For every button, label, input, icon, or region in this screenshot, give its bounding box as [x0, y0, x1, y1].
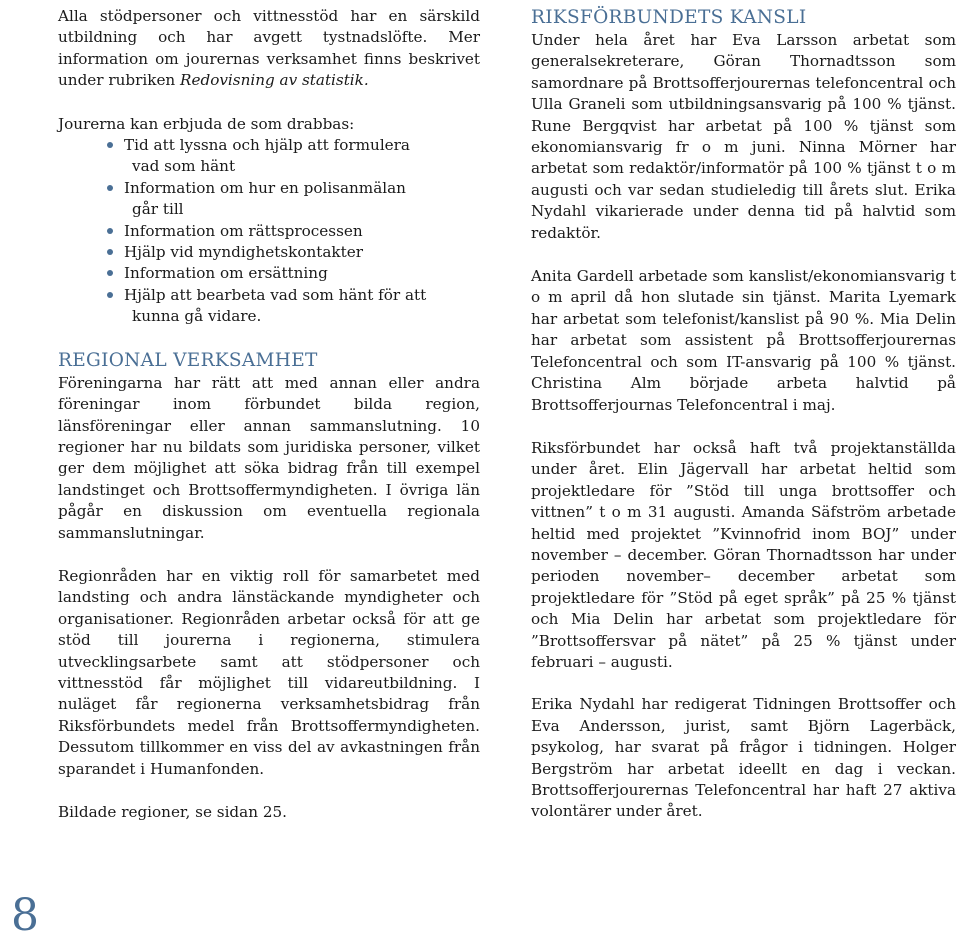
- offer-intro: Jourerna kan erbjuda de som drabbas:: [58, 114, 355, 133]
- list-item: Information om rättsprocessen: [58, 221, 480, 242]
- intro-paragraph: [58, 6, 480, 92]
- kansli-paragraph-3: Riksförbundet har också haft två projektanställda under året. Elin Jägervall har arbetat heltid som projektledare för ”Stöd till unga brottsoffer och vittnen” t o m 31 augusti. Amanda Säfström arbetade heltid med projektet ”Kvinnofrid inom BOJ” under november – december. Göran Thornadtsson har under perioden november– december arbetat som projektledare för ”Stöd på eget språk” på 25 % tjänst och Mia Delin har arbetat som projektledare för ”Brottsoffersvar på nätet” på 25 % tjänst under februari – augusti.: [531, 438, 956, 671]
- right-column: [531, 6, 956, 823]
- list-item: Information om ersättning: [58, 263, 480, 284]
- bullet-icon: [107, 249, 113, 255]
- bullet-icon: [107, 228, 113, 234]
- kansli-heading: RIKSFÖRBUNDETS KANSLI: [531, 7, 807, 28]
- regional-paragraph-3: Bildade regioner, se sidan 25.: [58, 803, 287, 821]
- kansli-paragraph-4: Erika Nydahl har redigerat Tidningen Brottsoffer och Eva Andersson, jurist, samt Björn Lagerbäck, psykolog, har svarat på frågor i tidningen. Holger Bergström har arbetat ideellt en dag i veckan. Brottsofferjourernas Telefoncentral har haft 27 aktiva volontärer under året.: [531, 695, 956, 821]
- list-item: Hjälp vid myndighetskontakter: [58, 242, 480, 263]
- regional-heading: REGIONAL VERKSAMHET: [58, 349, 318, 371]
- list-item: Hjälp att bearbeta vad som hänt för att kunna gå vidare.: [58, 285, 480, 328]
- regional-paragraph-2: Regionråden har en viktig roll för samarbetet med landsting och andra länstäckande myndigheter och organisationer. Regionråden arbetar också för att ge stöd till jourerna i regionerna, stimulera utvecklingsarbete samt att stödpersoner och vittnesstöd får möjlighet till vidareutbildning. I nuläget får regionerna verksamhetsbidrag från Riksförbundets medel från Brottsoffermyndigheten. Dessutom tillkommer en viss del av avkastningen från sparandet i Humanfonden.: [58, 566, 480, 778]
- bullet-icon: [107, 292, 113, 298]
- kansli-paragraph-2: Anita Gardell arbetade som kanslist/ekonomiansvarig t o m april då hon slutade sin tjänst. Marita Lyemark har arbetat som telefonist/kanslist på 90 %. Mia Delin har arbetat som assistent på Brottsofferjourernas Telefoncentral och som IT-ansvarig på 100 % tjänst. Christina Alm började arbeta halvtid på Brottsofferjournas Telefoncentral i maj.: [531, 267, 956, 414]
- left-column: [58, 6, 480, 823]
- kansli-paragraph-1: Under hela året har Eva Larsson arbetat som generalsekreterare, Göran Thornadtsson som samordnare på Brottsofferjourernas telefoncentral och Ulla Graneli som utbildningsansvarig på 100 % tjänst. Rune Bergqvist har arbetat på 100 % tjänst som ekonomiansvarig fr o m juni. Ninna Mörner har arbetat som redaktör/informatör på 100 % tjänst t o m augusti och var sedan studieledig till årets slut. Erika Nydahl vikarierade under denna tid på halvtid som redaktör.: [531, 31, 956, 242]
- bullet-icon: [107, 270, 113, 276]
- offer-list: [58, 135, 480, 328]
- bullet-icon: [107, 142, 113, 148]
- page-number: 8: [11, 890, 39, 941]
- regional-paragraph-1: Föreningarna har rätt att med annan eller andra föreningar inom förbundet bilda region, länsföreningar eller annan sammanslutning. 10 regioner har nu bildats som juridiska personer, vilket ger dem möjlighet att söka bidrag från till exempel landstinget och Brottsoffermyndigheten. I övriga län pågår en diskussion om eventuella regionala sammanslutningar.: [58, 373, 480, 542]
- intro-emphasis: Redovisning av statistik.: [180, 71, 369, 90]
- list-item: Information om hur en polisanmälan går till: [58, 178, 480, 221]
- bullet-icon: [107, 185, 113, 191]
- intro-text: Alla stödpersoner och vittnesstöd har en särskild utbildning och har avgett tystnadslöfte. Mer information om jourernas verksamhet finns beskrivet under rubriken: [58, 7, 480, 90]
- list-item: Tid att lyssna och hjälp att formulera vad som hänt: [58, 135, 480, 178]
